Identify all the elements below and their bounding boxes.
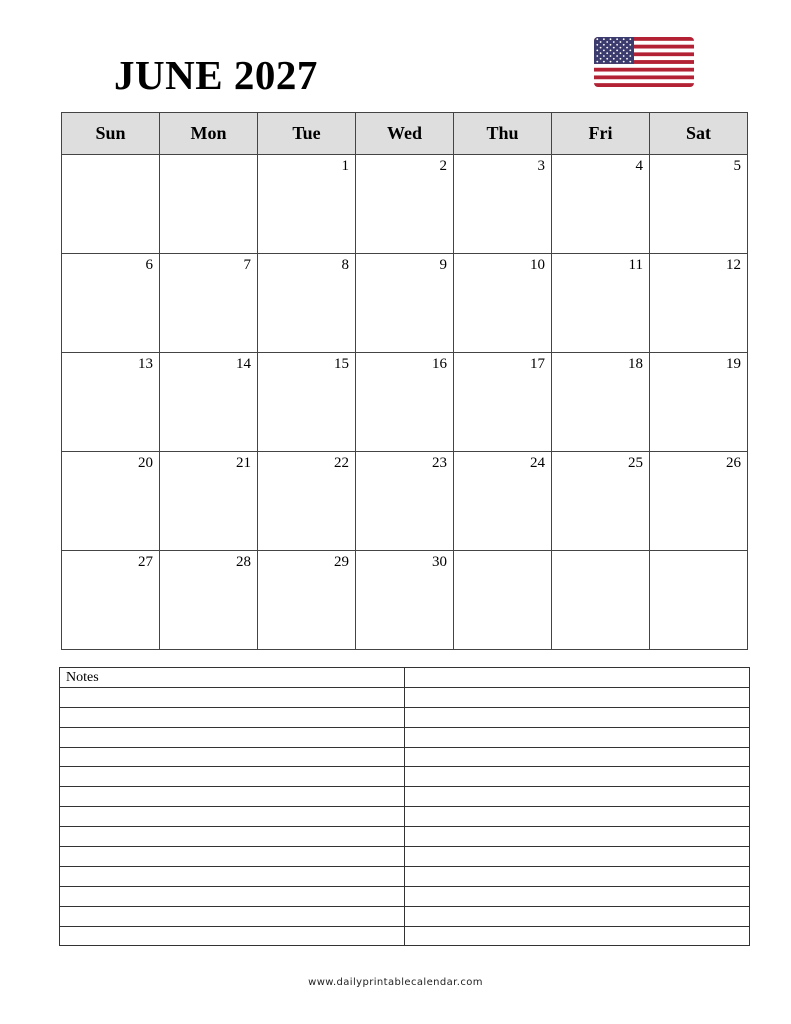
- day-cell: [62, 254, 160, 353]
- day-cell: [160, 254, 258, 353]
- weekday-mon: Mon: [160, 113, 258, 155]
- day-number: 6: [145, 257, 153, 273]
- notes-cell-left: [60, 687, 405, 707]
- day-cell: [160, 452, 258, 551]
- weekday-sun: Sun: [62, 113, 160, 155]
- week-row: [62, 551, 748, 650]
- notes-table: [59, 667, 750, 946]
- notes-line: [60, 827, 750, 847]
- notes-cell-right: [405, 727, 750, 747]
- notes-cell-left: [60, 827, 405, 847]
- notes-cell-right: [405, 707, 750, 727]
- day-number: [552, 551, 649, 554]
- day-cell: [258, 155, 356, 254]
- notes-cell-left: [60, 707, 405, 727]
- day-cell: [454, 155, 552, 254]
- footer-website: www.dailyprintablecalendar.com: [308, 977, 483, 988]
- day-cell: [650, 353, 748, 452]
- day-cell: [258, 452, 356, 551]
- day-cell: [62, 452, 160, 551]
- notes-cell-right: [405, 866, 750, 886]
- day-cell: [356, 155, 454, 254]
- notes-cell-left: [60, 747, 405, 767]
- day-number: 3: [537, 158, 545, 174]
- notes-cell-right: [405, 767, 750, 787]
- day-number: 20: [138, 455, 153, 471]
- notes-cell-right: [405, 926, 750, 946]
- day-number: 15: [334, 356, 349, 372]
- day-cell: [356, 254, 454, 353]
- week-row: [62, 254, 748, 353]
- notes-cell-right: [405, 847, 750, 867]
- notes-line: [60, 926, 750, 946]
- day-number: 11: [628, 257, 643, 273]
- notes-cell-left: [60, 727, 405, 747]
- day-number: 27: [138, 554, 153, 570]
- day-cell: [62, 155, 160, 254]
- notes-cell-left: [60, 906, 405, 926]
- day-cell: [160, 551, 258, 650]
- weekday-thu: Thu: [454, 113, 552, 155]
- day-cell: [552, 452, 650, 551]
- day-number: 5: [733, 158, 741, 174]
- notes-cell-right: [405, 787, 750, 807]
- day-number: 9: [439, 257, 447, 273]
- notes-line: [60, 747, 750, 767]
- day-cell: [258, 353, 356, 452]
- day-cell: [356, 452, 454, 551]
- day-cell: [62, 551, 160, 650]
- day-number: 28: [236, 554, 251, 570]
- day-cell: [454, 452, 552, 551]
- day-number: [160, 155, 257, 158]
- day-cell: [552, 551, 650, 650]
- day-number: 4: [635, 158, 643, 174]
- day-cell: [258, 551, 356, 650]
- notes-cell-right: [405, 886, 750, 906]
- day-number: 29: [334, 554, 349, 570]
- notes-cell-right: [405, 747, 750, 767]
- day-cell: [356, 551, 454, 650]
- notes-line: [60, 727, 750, 747]
- day-number: 1: [341, 158, 349, 174]
- day-number: 12: [726, 257, 741, 273]
- day-cell: [552, 353, 650, 452]
- day-number: 23: [432, 455, 447, 471]
- notes-line: [60, 767, 750, 787]
- weekday-sat: Sat: [650, 113, 748, 155]
- notes-cell-left: [60, 886, 405, 906]
- notes-cell-right: [405, 807, 750, 827]
- notes-line: [60, 807, 750, 827]
- day-number: 25: [628, 455, 643, 471]
- page-title: JUNE 2027: [114, 52, 318, 98]
- day-number: 18: [628, 356, 643, 372]
- notes-cell-left: [60, 866, 405, 886]
- notes-line: [60, 668, 750, 688]
- notes-cell-right: [405, 906, 750, 926]
- weekday-wed: Wed: [356, 113, 454, 155]
- day-cell: [650, 551, 748, 650]
- notes-line: [60, 886, 750, 906]
- week-row: [62, 452, 748, 551]
- day-number: 19: [726, 356, 741, 372]
- day-number: 24: [530, 455, 545, 471]
- notes-cell-left: [60, 926, 405, 946]
- notes-cell-left: [60, 807, 405, 827]
- day-cell: [650, 155, 748, 254]
- day-number: 21: [236, 455, 251, 471]
- us-flag-icon: [594, 37, 694, 87]
- calendar-grid: [61, 112, 748, 650]
- day-number: 10: [530, 257, 545, 273]
- weekday-header-row: [62, 113, 748, 155]
- day-cell: [552, 155, 650, 254]
- day-number: [62, 155, 159, 158]
- notes-line: [60, 847, 750, 867]
- weekday-fri: Fri: [552, 113, 650, 155]
- weekday-tue: Tue: [258, 113, 356, 155]
- notes-cell-left: [60, 847, 405, 867]
- day-number: 2: [439, 158, 447, 174]
- day-number: 14: [236, 356, 251, 372]
- week-row: [62, 353, 748, 452]
- notes-cell-left: [60, 787, 405, 807]
- day-number: 13: [138, 356, 153, 372]
- day-cell: [454, 254, 552, 353]
- day-number: 30: [432, 554, 447, 570]
- notes-cell-right: [405, 687, 750, 707]
- day-cell: [62, 353, 160, 452]
- notes-cell-left: [60, 767, 405, 787]
- notes-line: [60, 906, 750, 926]
- notes-line: [60, 787, 750, 807]
- day-cell: [258, 254, 356, 353]
- day-cell: [160, 155, 258, 254]
- day-number: 26: [726, 455, 741, 471]
- day-cell: [160, 353, 258, 452]
- day-cell: [454, 551, 552, 650]
- day-number: [650, 551, 747, 554]
- day-cell: [356, 353, 454, 452]
- notes-line: [60, 687, 750, 707]
- day-number: [454, 551, 551, 554]
- day-number: 22: [334, 455, 349, 471]
- notes-line: [60, 707, 750, 727]
- week-row: [62, 155, 748, 254]
- day-number: 7: [243, 257, 251, 273]
- day-cell: [650, 452, 748, 551]
- notes-cell-right: [405, 668, 750, 688]
- notes-label: Notes: [60, 668, 405, 688]
- notes-cell-right: [405, 827, 750, 847]
- notes-line: [60, 866, 750, 886]
- day-cell: [552, 254, 650, 353]
- day-number: 8: [341, 257, 349, 273]
- day-cell: [650, 254, 748, 353]
- day-cell: [454, 353, 552, 452]
- day-number: 17: [530, 356, 545, 372]
- day-number: 16: [432, 356, 447, 372]
